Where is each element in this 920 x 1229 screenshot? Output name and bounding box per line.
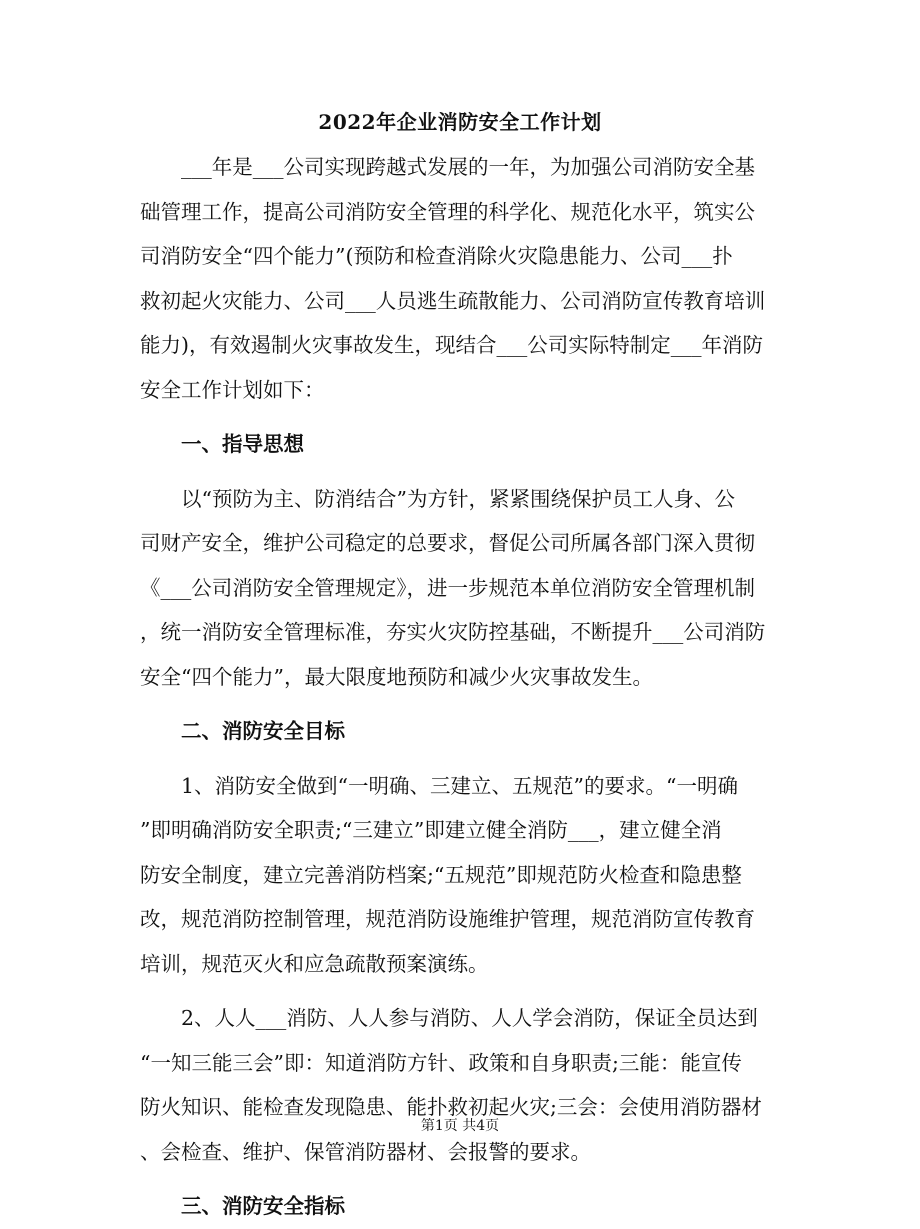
paragraph-line: ”即明确消防安全职责;“三建立”即建立健全消防___，建立健全消	[140, 818, 722, 842]
paragraph-line: 司消防安全“四个能力”(预防和检查消除火灾隐患能力、公司___扑	[140, 244, 733, 268]
paragraph-line: 2、人人___消防、人人参与消防、人人学会消防，保证全员达到	[181, 1006, 758, 1030]
paragraph-line: 、会检查、维护、保管消防器材、会报警的要求。	[140, 1139, 591, 1164]
paragraph-line: ，统一消防安全管理标准，夯实火灾防控基础，不断提升___公司消防	[140, 620, 766, 644]
paragraph-line: 能力)，有效遏制火灾事故发生，现结合___公司实际特制定___年消防	[140, 333, 763, 357]
section-heading: 二、消防安全目标	[181, 719, 345, 743]
paragraph-line: 防火知识、能检查发现隐患、能扑救初起火灾;三会：会使用消防器材	[140, 1095, 762, 1119]
paragraph-line: 防安全制度，建立完善消防档案;“五规范”即规范防火检查和隐患整	[140, 862, 742, 887]
section-heading: 三、消防安全指标	[181, 1194, 345, 1218]
paragraph-line: 《___公司消防安全管理规定》，进一步规范本单位消防安全管理机制	[140, 575, 755, 600]
paragraph-line: 以“预防为主、防消结合”为方针，紧紧围绕保护员工人身、公	[181, 486, 735, 511]
section-heading: 一、指导思想	[181, 432, 304, 456]
paragraph-line: 安全工作计划如下：	[140, 377, 325, 402]
paragraph-line: 改，规范消防控制管理，规范消防设施维护管理，规范消防宣传教育	[140, 907, 755, 931]
paragraph-line: 司财产安全，维护公司稳定的总要求，督促公司所属各部门深入贯彻	[140, 531, 755, 555]
paragraph-line: 培训，规范灭火和应急疏散预案演练。	[140, 951, 489, 976]
document-body	[140, 145, 785, 1229]
paragraph-line: “一知三能三会”即：知道消防方针、政策和自身职责;三能：能宣传	[140, 1050, 742, 1075]
paragraph-line: 础管理工作，提高公司消防安全管理的科学化、规范化水平，筑实公	[140, 199, 755, 224]
document-title: 2022年企业消防安全工作计划	[318, 110, 602, 134]
paragraph-line: 1、消防安全做到“一明确、三建立、五规范”的要求。“一明确	[181, 773, 738, 798]
paragraph-line: 安全“四个能力”，最大限度地预防和减少火灾事故发生。	[140, 664, 653, 689]
paragraph-line: ___年是___公司实现跨越式发展的一年，为加强公司消防安全基	[181, 155, 755, 179]
page-footer: 第1页 共4页	[420, 1118, 500, 1134]
paragraph-line: 救初起火灾能力、公司___人员逃生疏散能力、公司消防宣传教育培训	[140, 288, 766, 313]
